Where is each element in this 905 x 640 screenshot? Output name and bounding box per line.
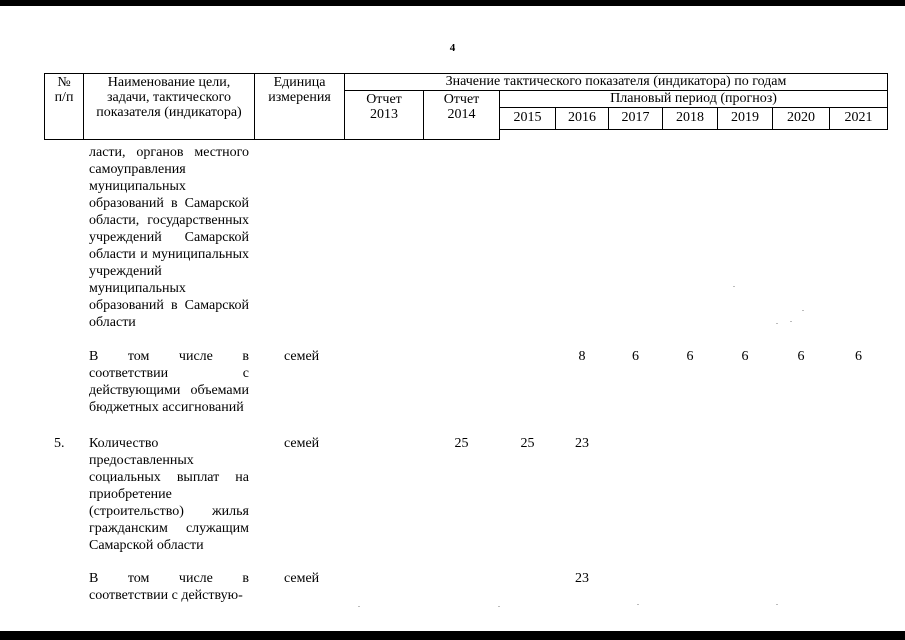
top-border	[0, 0, 905, 6]
indicator-name: В том числе в соответствии с действую-	[89, 571, 249, 603]
page-number: 4	[449, 42, 456, 54]
year-2018-label: 2018	[676, 110, 704, 125]
row-number: 5.	[54, 436, 65, 451]
year-2019-label: 2019	[731, 110, 759, 125]
year-2020-label: 2020	[787, 110, 815, 125]
header-year-2020	[772, 107, 830, 130]
header-unit	[254, 73, 345, 140]
value-2020: 6	[797, 349, 805, 364]
unit-value: семей	[284, 436, 320, 451]
header-report-2014	[423, 90, 500, 140]
scan-speck	[733, 286, 735, 287]
bottom-border	[0, 631, 905, 640]
header-year-2016	[555, 107, 609, 130]
indicator-name: Количество предоставленных социальных выплат на приобретение (строительство) жилья гражданским служащим Самарской области	[89, 436, 249, 553]
scan-speck	[776, 323, 778, 324]
header-name	[83, 73, 255, 140]
scan-speck	[776, 604, 778, 605]
value-2019: 6	[741, 349, 749, 364]
year-2016-label: 2016	[568, 110, 596, 125]
unit-value: семей	[284, 571, 320, 586]
header-year-2019	[717, 107, 773, 130]
scan-speck	[637, 604, 639, 605]
scan-speck	[498, 606, 500, 607]
value-2016: 23	[575, 436, 589, 451]
year-2015-label: 2015	[513, 110, 542, 125]
scan-speck	[358, 606, 360, 607]
indicator-name: В том числе в соответствии с действующими объемами бюджетных ассигнований	[89, 349, 249, 415]
header-unit-label: Единица измерения	[268, 75, 331, 105]
value-2016: 23	[575, 571, 589, 586]
header-num	[44, 73, 84, 140]
scan-speck	[790, 321, 792, 322]
header-year-2015	[499, 107, 556, 130]
value-2014: 25	[454, 436, 469, 451]
header-report-2013	[344, 90, 424, 140]
header-name-label: Наименование цели, задачи, тактического показателя (индикатора)	[96, 75, 242, 120]
value-2015: 25	[520, 436, 535, 451]
value-2016: 8	[578, 349, 586, 364]
year-2017-label: 2017	[621, 110, 650, 125]
value-2017: 6	[632, 349, 639, 364]
header-plan-period	[499, 90, 888, 108]
header-values-label: Значение тактического показателя (индикатора) по годам	[445, 74, 787, 89]
year-2021-label: 2021	[844, 110, 873, 125]
header-year-2021	[829, 107, 888, 130]
header-values	[344, 73, 888, 91]
header-report-2013-label: Отчет 2013	[366, 92, 402, 122]
header-report-2014-label: Отчет 2014	[443, 92, 480, 122]
value-2018: 6	[686, 349, 694, 364]
header-plan-period-label: Плановый период (прогноз)	[610, 91, 777, 106]
header-year-2017	[608, 107, 663, 130]
header-year-2018	[662, 107, 718, 130]
scan-speck	[802, 310, 804, 311]
header-num-label: № п/п	[54, 75, 74, 105]
continuation-text: ласти, органов местного самоуправления муниципальных образований в Самарской области, государственных учреждений Самарской области и муниципальных учреждений муниципальных образований в Самарской области	[89, 145, 249, 330]
unit-value: семей	[284, 349, 320, 364]
value-2021: 6	[855, 349, 862, 364]
